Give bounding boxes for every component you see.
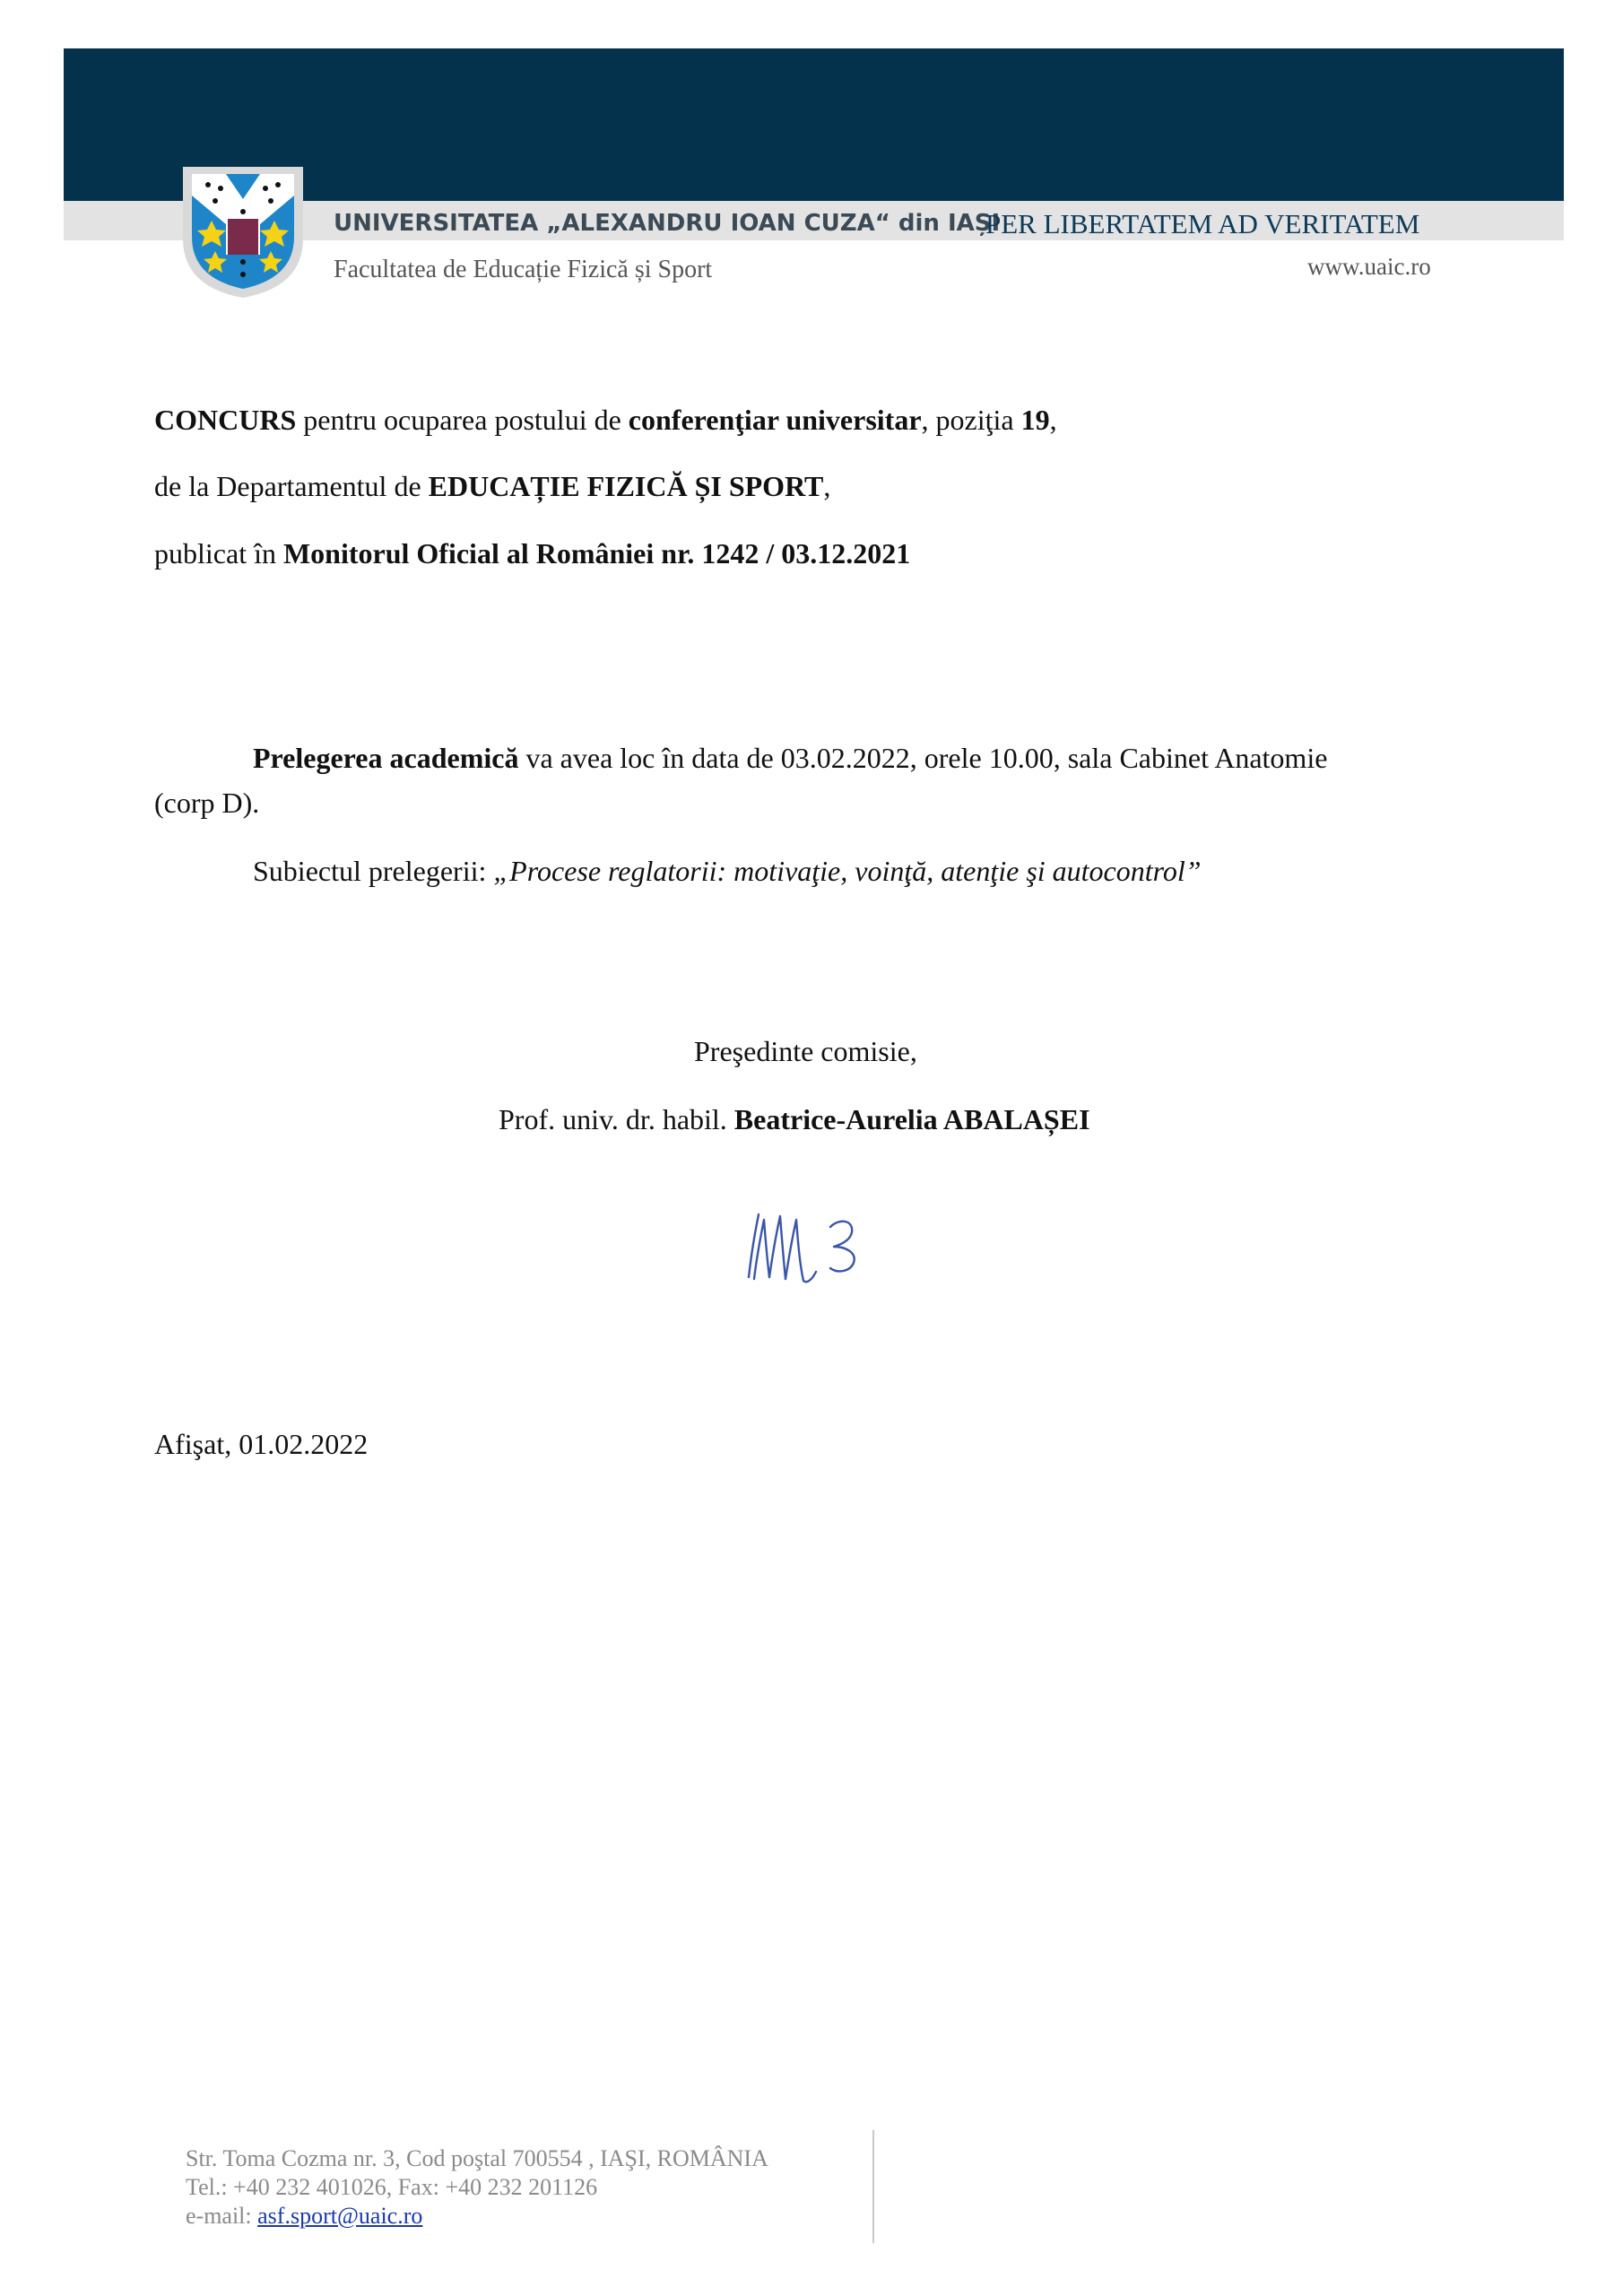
university-crest-icon [176,161,310,301]
footer-divider [872,2130,874,2243]
lecture-room-note: (corp D). [154,787,260,819]
footer-address: Str. Toma Cozma nr. 3, Cod poştal 700554 , IAŞI, ROMÂNIA [186,2145,768,2171]
department-label: de la Departamentul de [154,470,429,502]
contest-line [154,402,1057,438]
footer-phone: Tel.: +40 232 401026, Fax: +40 232 201126 [186,2174,598,2200]
contest-text: pentru ocuparea postului de [296,404,629,436]
president-line [499,1101,1090,1137]
lecture-line [253,740,1327,776]
position-number: 19 [1020,404,1050,436]
contest-keyword: CONCURS [154,404,297,436]
handwritten-signature-icon [699,1162,906,1310]
subject-line [253,853,1202,889]
subject-label: Subiectul prelegerii: [253,855,494,887]
publication-label: publicat în [154,537,283,570]
department-name: EDUCAȚIE FIZICĂ ȘI SPORT [428,470,824,502]
punctuation: , [823,470,831,502]
president-title: Prof. univ. dr. habil. [499,1103,734,1135]
posted-date: Afişat, 01.02.2022 [154,1428,369,1460]
president-label: Preşedinte comisie, [694,1035,917,1067]
footer-email-link[interactable]: asf.sport@uaic.ro [257,2203,423,2229]
subject-title: „Procese reglatorii: motivaţie, voinţă, atenţie şi autocontrol” [493,855,1202,887]
publication-reference: Monitorul Oficial al României nr. 1242 / 03.12.2021 [282,537,911,570]
footer-email-label: e-mail: [186,2203,258,2229]
department-line [154,468,830,504]
lecture-details: va avea loc în data de 03.02.2022, orele 10.00, sala Cabinet Anatomie [518,742,1328,774]
university-name: UNIVERSITATEA „ALEXANDRU IOAN CUZA“ din IAȘI [334,210,1001,237]
website-link[interactable]: www.uaic.ro [1307,253,1431,280]
punctuation: , [1049,404,1057,436]
publication-line [154,535,910,571]
lecture-keyword: Prelegerea academică [253,742,519,774]
footer-email-line [186,2203,422,2230]
position-title: conferenţiar universitar [628,404,922,436]
lecture-line-continued [154,785,259,821]
university-motto: PER LIBERTATEM AD VERITATEM [985,208,1420,239]
faculty-name: Facultatea de Educație Fizică și Sport [334,256,713,283]
position-label: , poziţia [921,404,1021,436]
president-name: Beatrice-Aurelia ABALAȘEI [733,1103,1090,1135]
